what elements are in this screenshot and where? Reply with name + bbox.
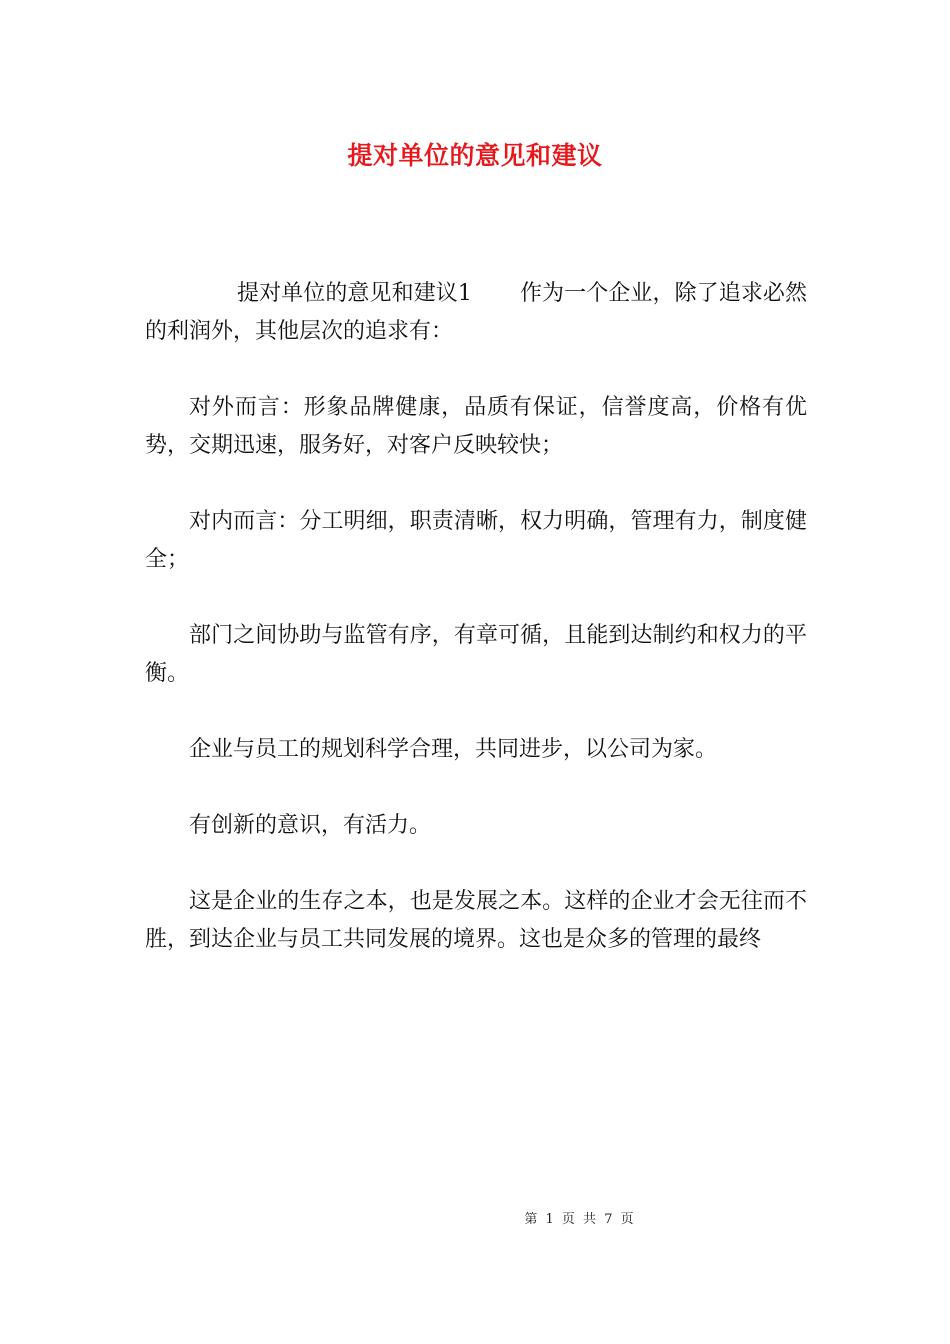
paragraph — [145, 275, 807, 351]
paragraph: 对外而言：形象品牌健康，品质有保证，信誉度高，价格有优势，交期迅速，服务好，对客户反映较快； — [145, 395, 807, 458]
paragraph-heading: 提对单位的意见和建议1 — [237, 281, 472, 306]
paragraph: 这是企业的生存之本，也是发展之本。这样的企业才会无往而不胜，到达企业与员工共同发展的境界。这也是众多的管理的最终 — [145, 889, 807, 952]
paragraph: 部门之间协助与监管有序，有章可循，且能到达制约和权力的平衡。 — [145, 623, 807, 686]
paragraph-text: 作为一个企业，除了追求必然的利润外，其他层次的追求有： — [145, 281, 807, 344]
paragraph: 企业与员工的规划科学合理，共同进步，以公司为家。 — [189, 737, 718, 762]
document-title: 提对单位的意见和建议 — [347, 141, 603, 170]
paragraph: 对内而言：分工明细，职责清晰，权力明确，管理有力，制度健全； — [145, 509, 807, 572]
document-body — [145, 275, 807, 997]
paragraph: 有创新的意识，有活力。 — [189, 813, 432, 838]
page-number: 第 1 页 共 7 页 — [524, 1212, 636, 1227]
